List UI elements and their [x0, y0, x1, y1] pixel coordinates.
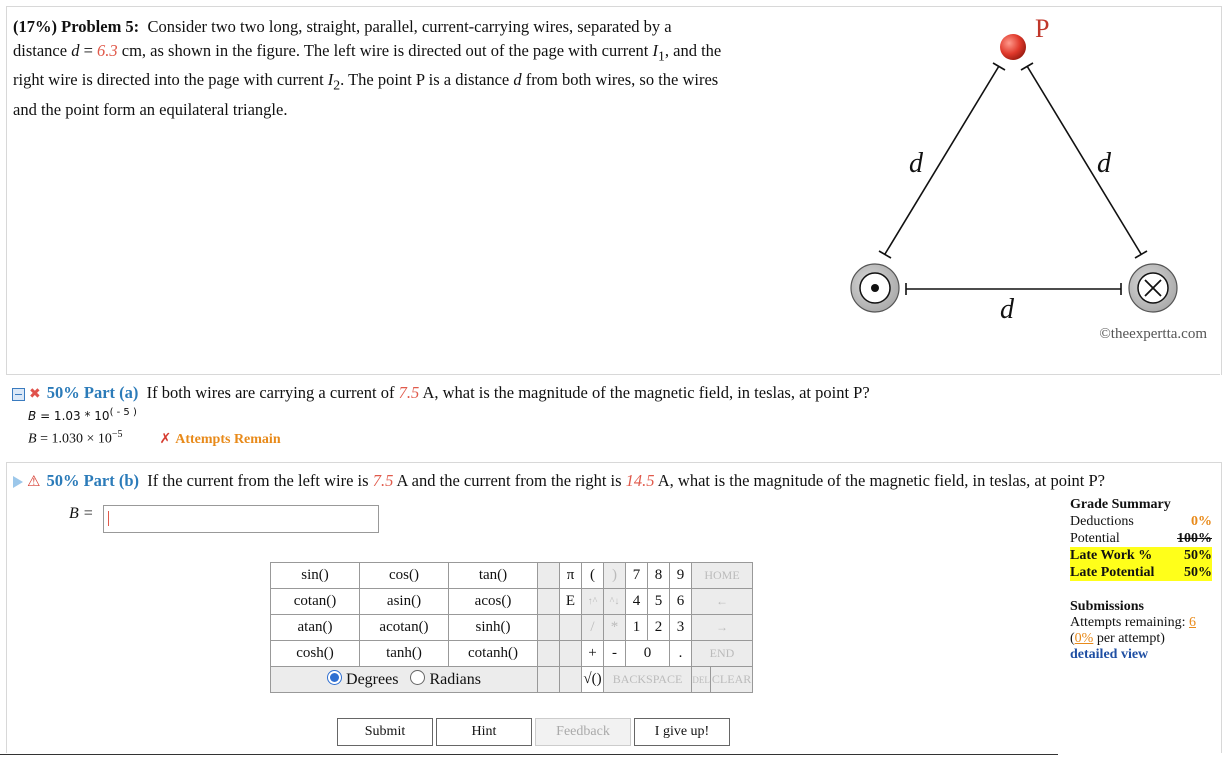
key-left-arrow[interactable]: ← — [692, 589, 753, 615]
i1-symbol: I — [652, 41, 658, 60]
submissions-title: Submissions — [1070, 599, 1144, 614]
key-e[interactable]: E — [560, 589, 582, 615]
key-divide[interactable]: / — [582, 615, 604, 641]
wire-triangle-figure — [833, 7, 1222, 352]
key-atan[interactable]: atan() — [271, 615, 360, 641]
key-sin[interactable]: sin() — [271, 563, 360, 589]
key-home[interactable]: HOME — [692, 563, 753, 589]
problem-text-3a: right wire is directed into the page with current — [13, 70, 324, 90]
part-a-header — [12, 383, 870, 403]
attempts-remaining: Attempts remaining: 6 (0% per attempt) — [1070, 615, 1196, 646]
key-9[interactable]: 9 — [670, 563, 692, 589]
left-tick-top — [993, 63, 1005, 70]
key-pi[interactable]: π — [560, 563, 582, 589]
key-4[interactable]: 4 — [626, 589, 648, 615]
copyright-text: ©theexpertta.com — [1099, 326, 1207, 342]
part-b-label: 50% Part (b) — [46, 471, 140, 490]
key-blank — [560, 641, 582, 667]
left-wire-dot — [871, 284, 879, 292]
part-a-question-2: A, what is the magnitude of the magnetic field, in teslas, at point P? — [422, 383, 870, 402]
key-3[interactable]: 3 — [670, 615, 692, 641]
problem-text-3b: . The point P is a distance — [340, 70, 510, 90]
part-a-question-1: If both wires are carrying a current of — [146, 383, 395, 402]
potential-value: 100% — [1177, 531, 1212, 546]
hint-button[interactable]: Hint — [436, 718, 532, 746]
key-cotanh[interactable]: cotanh() — [449, 641, 538, 667]
attempts-remain-status — [160, 432, 281, 447]
expand-triangle-icon[interactable] — [13, 476, 23, 488]
problem-text-3c: from both wires, so the wires — [525, 70, 719, 90]
key-del[interactable]: DEL — [692, 667, 711, 693]
problem-percent: (17%) — [13, 17, 57, 36]
deductions-label: Deductions — [1070, 514, 1134, 529]
submit-button[interactable]: Submit — [337, 718, 433, 746]
key-spacer — [538, 641, 560, 667]
key-open-paren[interactable]: ( — [582, 563, 604, 589]
key-sqrt[interactable]: √() — [582, 667, 604, 693]
part-b-question-2: A and the current from the right is — [396, 471, 622, 490]
key-acotan[interactable]: acotan() — [360, 615, 449, 641]
problem-text-2c: , and the — [664, 41, 722, 60]
answer-entered-text: = 1.03 * 10 — [40, 409, 110, 423]
problem-title: Problem 5: — [61, 17, 140, 36]
key-close-paren[interactable]: ) — [604, 563, 626, 589]
part-b-question-1: If the current from the left wire is — [147, 471, 369, 490]
key-8[interactable]: 8 — [648, 563, 670, 589]
part-b-current-left: 7.5 — [372, 471, 394, 490]
key-spacer — [538, 563, 560, 589]
key-spacer — [538, 667, 560, 693]
collapse-icon[interactable] — [12, 388, 25, 401]
point-p-label: P — [1035, 14, 1050, 43]
key-asin[interactable]: asin() — [360, 589, 449, 615]
late-work-value: 50% — [1184, 548, 1212, 563]
d-value: 6.3 — [97, 41, 118, 60]
part-a-answer-entered — [28, 407, 137, 423]
per-attempt-label: per attempt) — [1096, 631, 1165, 646]
left-d-label: d — [909, 148, 923, 179]
i1-subscript: 1 — [658, 48, 665, 64]
problem-text-2b: cm, as shown in the figure. The left wire is directed out of the page with current — [121, 41, 649, 60]
answer-b-symbol: B — [28, 409, 37, 423]
potential-label: Potential — [1070, 531, 1120, 546]
answer-entered-exponent: ( - 5 ) — [109, 407, 137, 418]
answer-input[interactable] — [103, 505, 379, 533]
answer-input-label: B = — [69, 505, 94, 522]
key-minus[interactable]: - — [604, 641, 626, 667]
key-cosh[interactable]: cosh() — [271, 641, 360, 667]
key-tanh[interactable]: tanh() — [360, 641, 449, 667]
key-6[interactable]: 6 — [670, 589, 692, 615]
part-b-current-right: 14.5 — [625, 471, 655, 490]
grade-summary — [1070, 497, 1212, 663]
key-7[interactable]: 7 — [626, 563, 648, 589]
key-up-arrow[interactable]: ↑^ — [582, 589, 604, 615]
point-p-ball — [1000, 34, 1026, 60]
answer-formatted-text: = 1.030 × 10 — [40, 431, 112, 447]
key-cotan[interactable]: cotan() — [271, 589, 360, 615]
warning-icon: ⚠ — [27, 472, 41, 490]
d-symbol: d — [71, 41, 80, 60]
key-decimal[interactable]: . — [670, 641, 692, 667]
potential-row — [1070, 530, 1212, 547]
i2-symbol: I — [327, 70, 334, 90]
bottom-d-label: d — [1000, 294, 1014, 325]
part-a-label: 50% Part (a) — [46, 383, 139, 402]
part-a-panel — [6, 374, 1220, 461]
right-d-label: d — [1097, 148, 1111, 179]
key-backspace[interactable]: BACKSPACE — [604, 667, 692, 693]
key-blank — [560, 667, 582, 693]
attempts-remaining-label: Attempts remaining: — [1070, 615, 1186, 630]
right-tick-top — [1021, 63, 1033, 70]
key-tan[interactable]: tan() — [449, 563, 538, 589]
late-work-row — [1070, 547, 1212, 564]
late-potential-value: 50% — [1184, 565, 1212, 580]
radians-label: Radians — [429, 671, 481, 688]
part-a-current: 7.5 — [398, 383, 420, 402]
left-side-line — [885, 66, 999, 254]
problem-text-1: Consider two two long, straight, parallel, current-carrying wires, separated by a — [147, 17, 672, 36]
detailed-view-link[interactable]: detailed view — [1070, 647, 1149, 662]
part-a-answer-formatted — [28, 429, 281, 448]
angle-mode-selector — [271, 667, 538, 693]
equals-sign: = — [83, 41, 93, 60]
answer-formatted-exponent: −5 — [111, 429, 123, 440]
key-5[interactable]: 5 — [648, 589, 670, 615]
grade-summary-title: Grade Summary — [1070, 497, 1171, 512]
left-tick-bottom — [879, 251, 891, 258]
key-0[interactable]: 0 — [626, 641, 670, 667]
degrees-radio[interactable] — [327, 670, 342, 685]
late-potential-row — [1070, 564, 1212, 581]
key-down-arrow[interactable]: ^↓ — [604, 589, 626, 615]
attempts-remaining-value: 6 — [1188, 615, 1196, 630]
key-1[interactable]: 1 — [626, 615, 648, 641]
fail-icon: ✗ — [159, 430, 172, 447]
calculator-keypad — [270, 562, 753, 693]
problem-statement — [13, 15, 803, 122]
key-cos[interactable]: cos() — [360, 563, 449, 589]
right-side-line — [1027, 66, 1141, 254]
radians-radio[interactable] — [410, 670, 425, 685]
problem-text-2a: distance — [13, 41, 68, 60]
feedback-button[interactable]: Feedback — [535, 718, 631, 746]
incorrect-icon: ✖ — [29, 386, 41, 402]
problem-text-4: and the point form an equilateral triangle. — [13, 99, 288, 119]
key-spacer — [538, 589, 560, 615]
key-sinh[interactable]: sinh() — [449, 615, 538, 641]
attempts-remain-text: Attempts Remain — [175, 431, 281, 447]
i2-subscript: 2 — [333, 77, 341, 93]
late-potential-label: Late Potential — [1070, 565, 1155, 580]
key-2[interactable]: 2 — [648, 615, 670, 641]
problem-panel — [6, 6, 1222, 375]
key-acos[interactable]: acos() — [449, 589, 538, 615]
give-up-button[interactable]: I give up! — [634, 718, 730, 746]
right-tick-bottom — [1135, 251, 1147, 258]
key-plus[interactable]: + — [582, 641, 604, 667]
key-end[interactable]: END — [692, 641, 753, 667]
bottom-divider — [0, 754, 1058, 755]
deductions-value: 0% — [1191, 514, 1212, 529]
key-spacer — [538, 615, 560, 641]
key-clear[interactable]: CLEAR — [711, 667, 753, 693]
part-b-panel — [6, 462, 1222, 753]
answer-b-symbol-2: B — [28, 431, 37, 447]
key-blank — [560, 615, 582, 641]
key-multiply[interactable]: * — [604, 615, 626, 641]
d-symbol-2: d — [513, 70, 522, 90]
per-attempt-percent: 0% — [1074, 631, 1094, 646]
part-b-header — [13, 471, 1105, 491]
deductions-row — [1070, 513, 1212, 530]
key-right-arrow[interactable]: → — [692, 615, 753, 641]
late-work-label: Late Work % — [1070, 548, 1153, 563]
part-b-question-3: A, what is the magnitude of the magnetic field, in teslas, at point P? — [657, 471, 1105, 490]
degrees-label: Degrees — [346, 671, 399, 688]
